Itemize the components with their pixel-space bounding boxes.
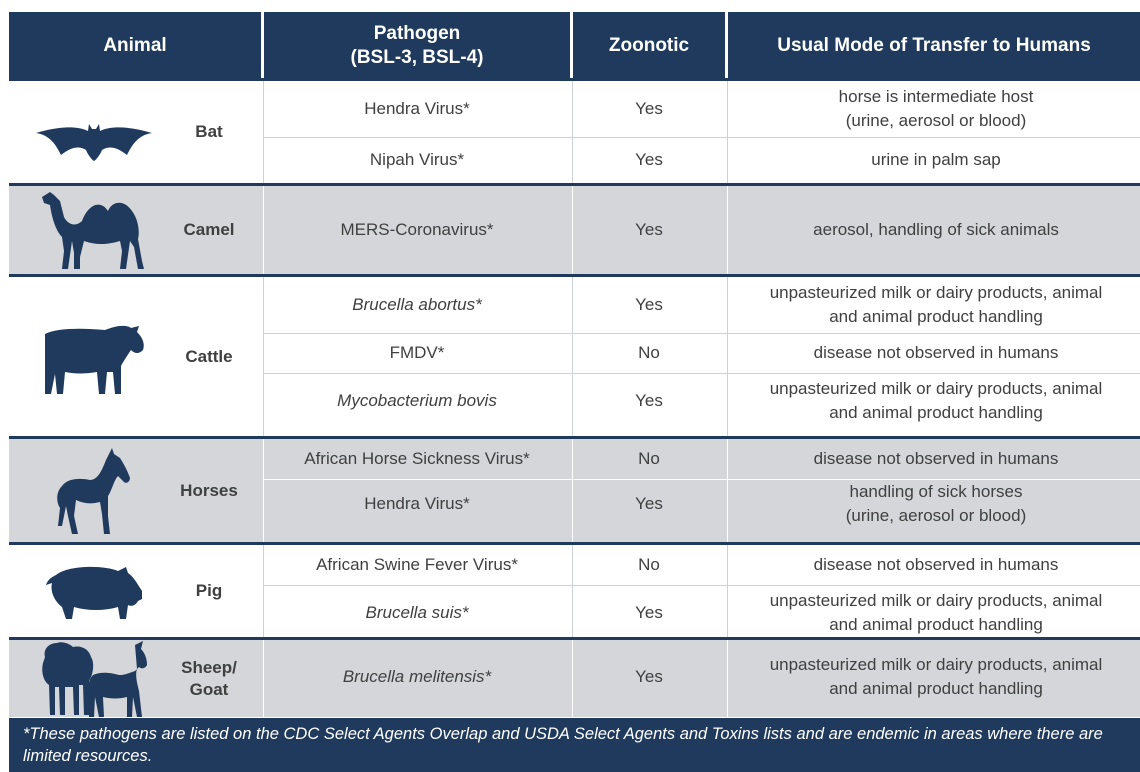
- animal-name: Horses: [180, 480, 238, 500]
- pathogen-cell: FMDV*: [389, 343, 445, 363]
- pathogen-cell: Brucella melitensis*: [342, 667, 492, 687]
- zoonotic-cell: Yes: [635, 667, 663, 687]
- table-header: [9, 12, 1140, 80]
- pathogen-cell: African Horse Sickness Virus*: [304, 449, 530, 469]
- header-zoonotic: Zoonotic: [573, 12, 725, 80]
- cow-icon: [41, 316, 147, 398]
- zoonotic-cell: Yes: [635, 295, 663, 315]
- zoonotic-cell: Yes: [635, 391, 663, 411]
- transfer-mode-cell: unpasteurized milk or dairy products, animal and animal product handling: [769, 655, 1103, 698]
- footnote: *These pathogens are listed on the CDC Select Agents Overlap and USDA Select Agents and Toxins lists and are endemic in areas where there are limited resources.: [9, 718, 1140, 772]
- zoonotic-cell: No: [638, 555, 660, 575]
- animal-name: Bat: [195, 122, 223, 141]
- header-pathogen: Pathogen (BSL-3, BSL-4): [264, 12, 570, 80]
- animal-group: [9, 81, 1140, 183]
- transfer-mode-cell: disease not observed in humans: [813, 449, 1059, 469]
- header-mode: Usual Mode of Transfer to Humans: [728, 12, 1140, 80]
- animal-name: Pig: [195, 581, 223, 600]
- animal-group: [9, 545, 1140, 637]
- zoonotic-cell: Yes: [635, 99, 663, 119]
- zoonotic-cell: Yes: [635, 494, 663, 514]
- header-animal: Animal: [9, 12, 261, 80]
- animal-group: [9, 186, 1140, 274]
- zoonotic-cell: No: [638, 449, 660, 469]
- transfer-mode-cell: unpasteurized milk or dairy products, animal and animal product handling: [769, 379, 1103, 422]
- transfer-mode-cell: handling of sick horses (urine, aerosol or blood): [845, 482, 1027, 525]
- sheep-goat-icon: [39, 639, 149, 719]
- zoonotic-cell: Yes: [635, 150, 663, 170]
- pathogen-cell: Brucella suis*: [365, 603, 469, 623]
- animal-name: Sheep/ Goat: [181, 657, 237, 699]
- transfer-mode-cell: horse is intermediate host (urine, aerosol or blood): [838, 87, 1034, 130]
- transfer-mode-cell: aerosol, handling of sick animals: [813, 220, 1059, 240]
- pathogen-cell: Mycobacterium bovis: [337, 391, 497, 411]
- animal-name: Camel: [183, 220, 235, 239]
- pig-icon: [44, 561, 144, 621]
- transfer-mode-cell: urine in palm sap: [871, 150, 1001, 170]
- bat-icon: [34, 103, 154, 161]
- pathogen-cell: African Swine Fever Virus*: [316, 555, 518, 575]
- animal-name: Cattle: [185, 346, 233, 366]
- horse-icon: [54, 446, 134, 536]
- camel-icon: [40, 189, 148, 271]
- pathogen-cell: Hendra Virus*: [364, 494, 470, 514]
- pathogen-cell: Nipah Virus*: [369, 150, 465, 170]
- pathogen-cell: Hendra Virus*: [364, 99, 470, 119]
- pathogen-cell: MERS-Coronavirus*: [340, 220, 494, 240]
- zoonotic-cell: Yes: [635, 603, 663, 623]
- transfer-mode-cell: unpasteurized milk or dairy products, animal and animal product handling: [769, 283, 1103, 326]
- animal-group: [9, 277, 1140, 436]
- animal-group: [9, 439, 1140, 542]
- transfer-mode-cell: disease not observed in humans: [813, 343, 1059, 363]
- transfer-mode-cell: unpasteurized milk or dairy products, animal and animal product handling: [769, 591, 1103, 634]
- transfer-mode-cell: disease not observed in humans: [813, 555, 1059, 575]
- animal-group: [9, 640, 1140, 717]
- zoonotic-cell: Yes: [635, 220, 663, 240]
- pathogen-cell: Brucella abortus*: [352, 295, 482, 315]
- zoonotic-cell: No: [638, 343, 660, 363]
